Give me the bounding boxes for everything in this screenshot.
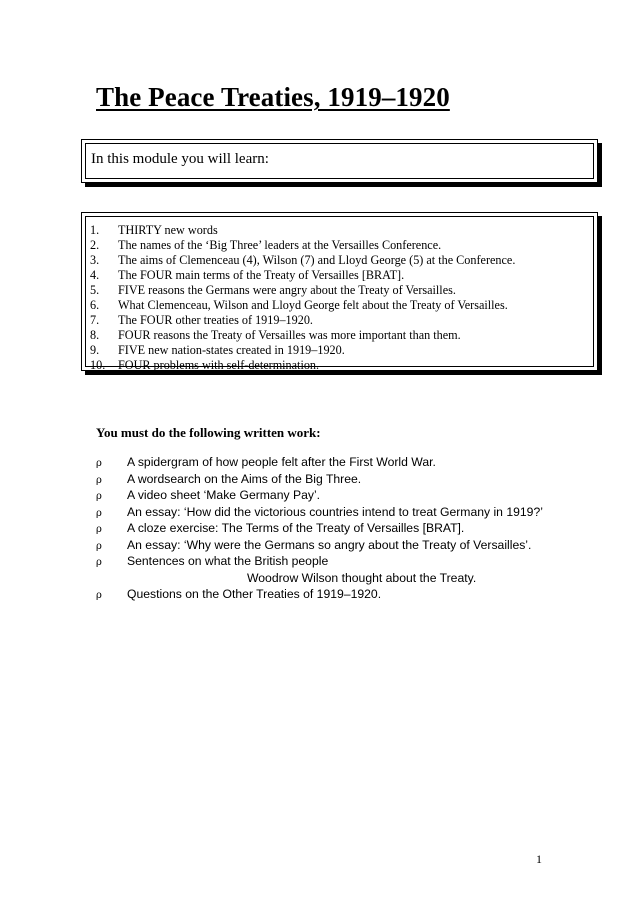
learn-box-text: In this module you will learn: [91,151,269,167]
work-item [96,553,543,586]
bullet-icon: ρ [96,507,102,519]
learn-box [81,139,598,183]
written-work-list [96,454,543,603]
bullet-icon: ρ [96,540,102,552]
work-item [96,471,543,488]
page-number: 1 [536,852,542,866]
objective-number: 7. [90,313,100,327]
work-item-text: A cloze exercise: The Terms of the Treaty of Versailles [BRAT]. [127,521,465,535]
objective-number: 1. [90,223,100,237]
work-item [96,504,543,521]
objective-text: FIVE new nation-states created in 1919–1920. [118,343,345,357]
objective-text: THIRTY new words [118,223,218,237]
work-item [96,537,543,554]
work-item-text: An essay: ‘Why were the Germans so angry about the Treaty of Versailles’. [127,537,532,552]
objective-text: FOUR reasons the Treaty of Versailles was more important than them. [118,328,461,342]
bullet-icon: ρ [96,524,102,535]
objective-number: 4. [90,268,100,282]
work-item-text: Sentences on what the British people [127,554,329,568]
work-item [96,487,543,504]
work-item [96,520,543,537]
objectives-box [81,212,598,371]
objective-number: 3. [90,253,100,267]
work-item [96,586,543,603]
objective-number: 5. [90,283,100,297]
objective-text: The names of the ‘Big Three’ leaders at the Versailles Conference. [118,238,442,252]
objective-number: 10. [90,358,106,372]
objective-text: What Clemenceau, Wilson and Lloyd George felt about the Treaty of Versailles. [118,298,508,312]
work-item-text: A wordsearch on the Aims of the Big Three. [127,471,362,486]
work-item-text: An essay: ‘How did the victorious countries intend to treat Germany in 1919?’ [127,504,543,519]
work-item-text: A spidergram of how people felt after the First World War. [127,455,436,469]
objective-text: The aims of Clemenceau (4), Wilson (7) and Lloyd George (5) at the Conference. [118,253,516,267]
objective-text: FOUR problems with self-determination. [118,358,320,372]
objective-number: 8. [90,328,100,342]
page-title: The Peace Treaties, 1919–1920 [96,82,450,112]
work-item-text: Questions on the Other Treaties of 1919–1920. [127,587,382,601]
work-item-subtext: Woodrow Wilson thought about the Treaty. [247,570,477,585]
work-item [96,454,543,471]
objective-text: FIVE reasons the Germans were angry about the Treaty of Versailles. [118,283,456,297]
bullet-icon: ρ [96,557,102,568]
objective-number: 2. [90,238,100,252]
bullet-icon: ρ [96,458,102,469]
objective-number: 6. [90,298,100,312]
bullet-icon: ρ [96,491,102,502]
objective-text: The FOUR main terms of the Treaty of Versailles [BRAT]. [118,268,405,282]
bullet-icon: ρ [96,474,102,486]
work-item-text: A video sheet ‘Make Germany Pay’. [127,488,321,502]
objective-text: The FOUR other treaties of 1919–1920. [118,313,313,327]
objective-number: 9. [90,343,100,357]
bullet-icon: ρ [96,590,102,601]
written-work-heading: You must do the following written work: [96,425,321,440]
